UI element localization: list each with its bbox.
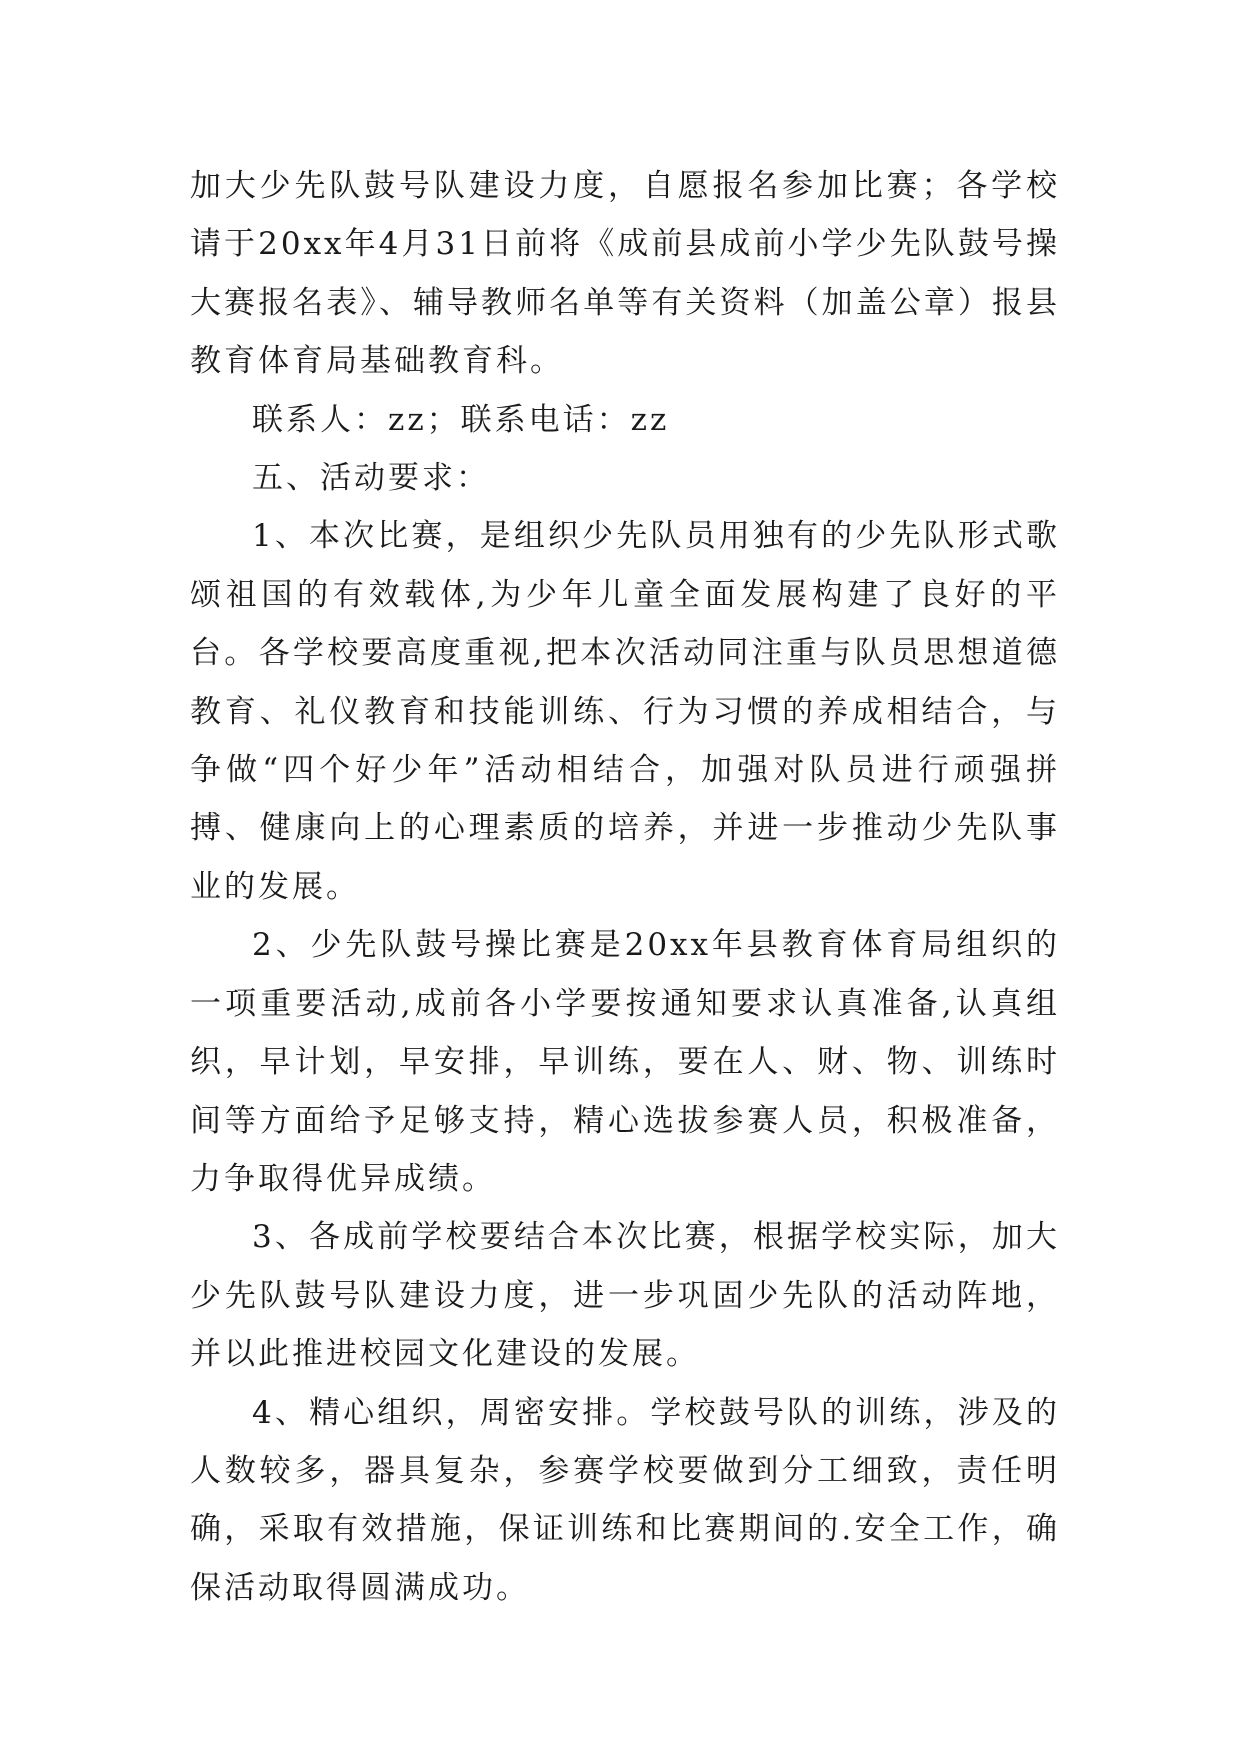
paragraph-requirement-4: 4、精心组织，周密安排。学校鼓号队的训练，涉及的人数较多，器具复杂，参赛学校要做到分工细致，责任明确，采取有效措施，保证训练和比赛期间的.安全工作，确保活动取得圆满成功。 <box>190 1394 1060 1606</box>
paragraph-requirement-3: 3、各成前学校要结合本次比赛，根据学校实际，加大少先队鼓号队建设力度，进一步巩固少先队的活动阵地，并以此推进校园文化建设的发展。 <box>190 1219 1060 1373</box>
document-body <box>190 157 1060 1617</box>
paragraph-registration: 加大少先队鼓号队建设力度，自愿报名参加比赛；各学校请于20xx年4月31日前将《成前县成前小学少先队鼓号操大赛报名表》、辅导教师名单等有关资料（加盖公章）报县教育体育局基础教育科。 <box>190 168 1060 380</box>
paragraph-contact: 联系人：zz；联系电话：zz <box>252 401 670 438</box>
section-heading-requirements: 五、活动要求： <box>252 460 490 497</box>
paragraph-requirement-2: 2、少先队鼓号操比赛是20xx年县教育体育局组织的一项重要活动,成前各小学要按通知要求认真准备,认真组织，早计划，早安排，早训练，要在人、财、物、训练时间等方面给予足够支持，精心选拔参赛人员，积极准备，力争取得优异成绩。 <box>190 927 1060 1197</box>
paragraph-requirement-1: 1、本次比赛，是组织少先队员用独有的少先队形式歌颂祖国的有效载体,为少年儿童全面发展构建了良好的平台。各学校要高度重视,把本次活动同注重与队员思想道德教育、礼仪教育和技能训练、行为习惯的养成相结合，与争做“四个好少年”活动相结合，加强对队员进行顽强拼搏、健康向上的心理素质的培养，并进一步推动少先队事业的发展。 <box>190 518 1060 905</box>
